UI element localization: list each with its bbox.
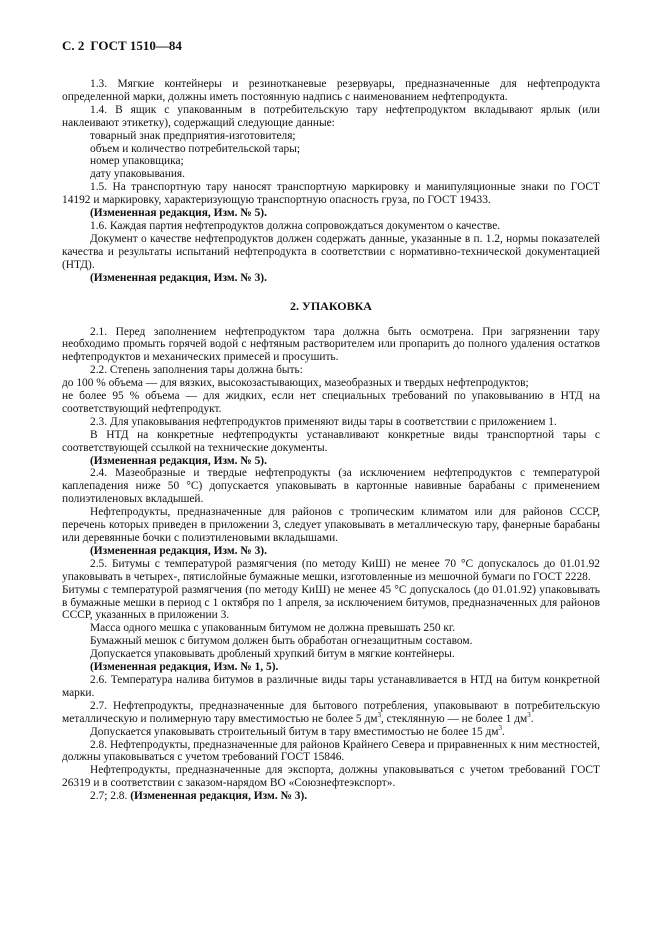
amendment-note: (Измененная редакция, Изм. № 5). xyxy=(90,454,267,467)
paragraph-1-5: 1.5. На транспортную тару наносят транспортную маркировку и манипуляционные знаки по ГОСТ 14192 и маркировку, характеризующую транспортную опасность груза, по ГОСТ 19433. xyxy=(62,181,600,207)
paragraph-2-2: 2.2. Степень заполнения тары должна быть: xyxy=(90,364,303,377)
document-page xyxy=(62,38,600,803)
paragraph-1-3: 1.3. Мягкие контейнеры и резинотканевые резервуары, предназначенные для нефтепродукта определенной марки, должны иметь постоянную надпись с наименованием нефтепродукта. xyxy=(62,78,600,103)
paragraph-2-5: 2.5. Битумы с температурой размягчения (по методу КиШ) не менее 70 °С допускалось до 01.01.92 упаковывать в четырех-, пятислойные бумажные мешки, изготовленные из мешочной бумаги по ГОСТ 2228. xyxy=(62,557,600,583)
paragraph-2-1: 2.1. Перед заполнением нефтепродуктом тара должна быть осмотрена. При загрязнении тару необходимо промыть горячей водой с нефтяным растворителем или пропарить до полного удаления остатков нефтепродуктов и механических примесей и просушить. xyxy=(62,325,600,364)
amendment-note xyxy=(62,790,600,803)
paragraph: Бумажный мешок с битумом должен быть обработан огнезащитным составом. xyxy=(90,635,473,648)
paragraph-1-6: 1.6. Каждая партия нефтепродуктов должна сопровождаться документом о качестве. xyxy=(90,219,501,232)
amendment-label: (Измененная редакция, Изм. № 3). xyxy=(130,790,308,803)
paragraph: Нефтепродукты, предназначенные для экспорта, должны упаковываться с учетом требований ГОСТ 26319 и в соответствии с заказом-нарядом ВО «Союзнефтеэкспорт». xyxy=(62,764,600,790)
paragraph-1-4: 1.4. В ящик с упакованным в потребительскую тару нефтепродуктом вкладывают ярлык (или наклеивают этикетку), содержащий следующие данные: xyxy=(62,103,600,129)
text-span: 2.7. Нефтепродукты, предназначенные для бытового потребления, упаковывают в потребительскую металлическую и полимерную тару вместимостью не более 5 дм xyxy=(62,699,600,725)
text-span: 2.7; 2.8. xyxy=(90,790,128,803)
standard-code: ГОСТ 1510—84 xyxy=(90,38,182,53)
superscript: 3 xyxy=(377,710,381,719)
list-item: дату упаковывания. xyxy=(90,168,186,181)
amendment-note: (Измененная редакция, Изм. № 5). xyxy=(90,207,267,220)
paragraph: В НТД на конкретные нефтепродукты устанавливают конкретные виды транспортной тары с соответствующей ссылкой на технические документы. xyxy=(62,428,600,454)
section-title: 2. УПАКОВКА xyxy=(290,298,372,313)
paragraph: Документ о качестве нефтепродуктов должен содержать данные, указанные в п. 1.2, нормы показателей качества и результаты испытаний нефтепродукта в соответствии с нормативно-технической документацией (НТД). xyxy=(62,232,600,271)
text-span: . xyxy=(530,712,534,725)
paragraph-2-7 xyxy=(62,700,600,726)
page-number: С. 2 xyxy=(62,38,85,53)
text-span: Допускается упаковывать строительный битум в тару вместимостью не более 15 дм xyxy=(90,725,499,738)
paragraph: Нефтепродукты, предназначенные для районов с тропическим климатом или для районов СССР, перечень которых приведен в приложении 3, следует упаковывать в металлическую тару, фанерные барабаны или деревянные бочки с полиэтиленовыми вкладышами. xyxy=(62,506,600,544)
page-header xyxy=(62,38,600,54)
list-item: объем и количество потребительской тары; xyxy=(90,142,301,155)
paragraph xyxy=(62,723,600,739)
paragraph: Битумы с температурой размягчения (по методу КиШ) не менее 45 °С допускалось (до 01.01.92) упаковывать в бумажные мешки в период с 1 октября по 1 апреля, за исключением битумов, предназначенных для районов СССР, указанных в приложении 3. xyxy=(62,583,600,622)
amendment-note: (Измененная редакция, Изм. № 1, 5). xyxy=(90,661,279,674)
text-span: . xyxy=(502,725,505,738)
amendment-note: (Измененная редакция, Изм. № 3). xyxy=(90,544,267,557)
paragraph-2-8: 2.8. Нефтепродукты, предназначенные для районов Крайнего Севера и приравненных к ним местностей, должны упаковываться с учетом требований ГОСТ 15846. xyxy=(62,738,600,764)
paragraph: Допускается упаковывать дробленый хрупкий битум в мягкие контейнеры. xyxy=(90,648,455,661)
amendment-note: (Измененная редакция, Изм. № 3). xyxy=(90,271,267,284)
list-item: товарный знак предприятия-изготовителя; xyxy=(90,129,296,142)
paragraph: Масса одного мешка с упакованным битумом не должна превышать 250 кг. xyxy=(90,622,456,635)
superscript: 3 xyxy=(498,723,503,732)
paragraph: не более 95 % объема — для жидких, если нет специальных требований по упаковыванию в НТД на соответствующий нефтепродукт. xyxy=(62,390,600,415)
list-item: номер упаковщика; xyxy=(90,155,184,168)
text-span: , стеклянную — не более 1 дм xyxy=(380,712,528,725)
paragraph-2-6: 2.6. Температура налива битумов в различные виды тары устанавливается в НТД на битум конкретной марки. xyxy=(62,673,600,699)
paragraph-2-4: 2.4. Мазеобразные и твердые нефтепродукты (за исключением нефтепродуктов с температурой каплепадения ниже 50 °С) допускается упаковывать в картонные навивные барабаны с применением полиэтиленовых вкладышей. xyxy=(62,467,600,506)
paragraph-2-3: 2.3. Для упаковывания нефтепродуктов применяют виды тары в соответствии с приложением 1. xyxy=(90,415,557,428)
paragraph: до 100 % объема — для вязких, высокозастывающих, мазеобразных и твердых нефтепродуктов; xyxy=(62,377,529,390)
superscript: 3 xyxy=(527,710,531,719)
